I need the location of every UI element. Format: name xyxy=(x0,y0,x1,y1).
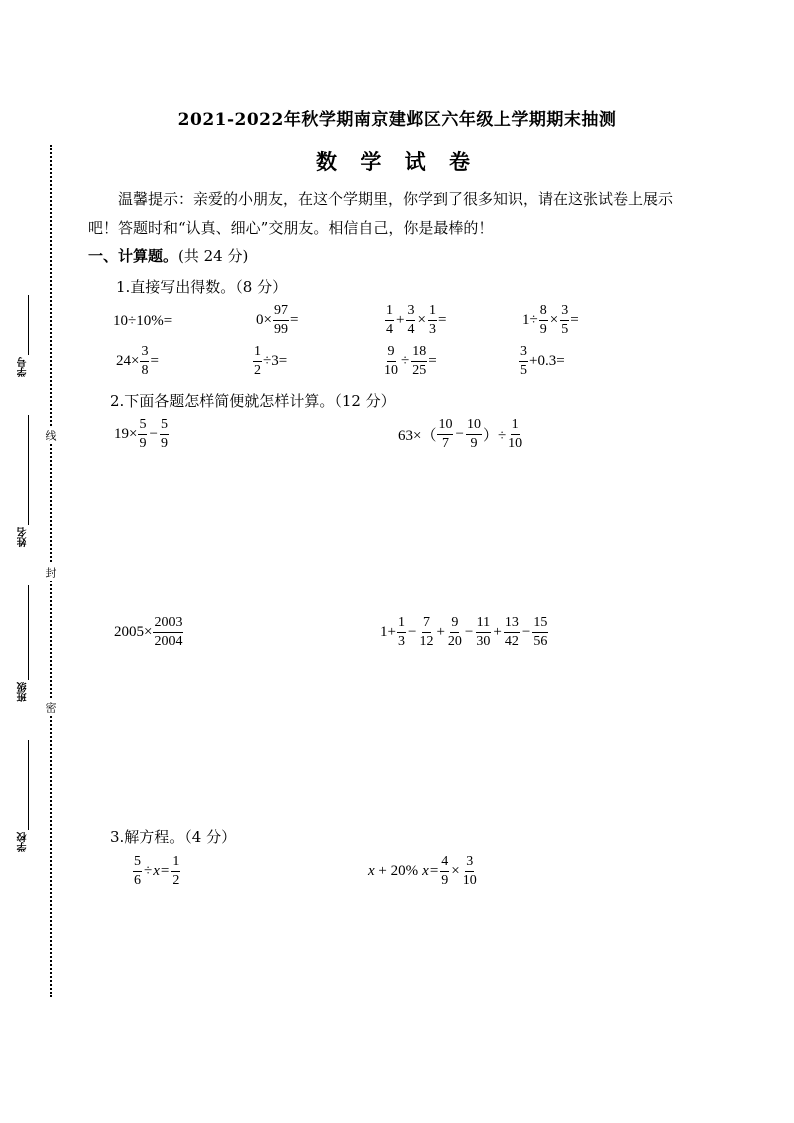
q1-f-post: ÷3= xyxy=(263,352,288,369)
denominator: 99 xyxy=(273,321,288,337)
fraction xyxy=(428,304,437,337)
school-field-line[interactable] xyxy=(28,740,29,830)
q1-item-f xyxy=(252,343,287,379)
fraction xyxy=(466,418,482,451)
fraction xyxy=(539,304,548,337)
numerator: 3 xyxy=(519,345,528,362)
operator: − xyxy=(464,623,474,640)
q2-a-pre: 19× xyxy=(114,425,138,442)
variable-x: x xyxy=(153,862,160,879)
denominator: 9 xyxy=(539,321,547,337)
operator: − xyxy=(521,623,531,640)
denominator: 9 xyxy=(441,872,449,888)
denominator: 10 xyxy=(462,872,477,888)
operator: − xyxy=(149,425,158,442)
q1-label: 1.直接写出得数。（8 分） xyxy=(116,278,288,296)
numerator: 1 xyxy=(397,616,406,633)
numerator: 3 xyxy=(465,855,474,872)
class-field-line[interactable] xyxy=(28,585,29,680)
q1-e-pre: 24× xyxy=(116,352,140,369)
school-label: 学校 xyxy=(18,832,29,852)
section-1-title: 一、计算题。 xyxy=(88,247,179,265)
q3-item-b xyxy=(368,852,479,890)
numerator: 9 xyxy=(450,616,459,633)
q2-item-c xyxy=(114,613,184,651)
fraction xyxy=(140,345,149,378)
seal-mark-seal: 封 xyxy=(44,563,58,581)
numerator: 1 xyxy=(428,304,437,321)
q2-item-a xyxy=(114,416,170,452)
q1-d-pre: 1÷ xyxy=(522,311,538,328)
numerator: 1 xyxy=(253,345,262,362)
fraction xyxy=(133,855,142,888)
equals-sign: = xyxy=(160,862,170,879)
numerator: 3 xyxy=(140,345,149,362)
equals-sign: = xyxy=(429,862,439,879)
q3-b-mid: + 20% xyxy=(374,862,419,879)
fraction xyxy=(397,616,406,649)
numerator: 2003 xyxy=(153,616,183,633)
numerator: 9 xyxy=(387,345,396,362)
name-field-line[interactable] xyxy=(28,415,29,525)
numerator: 11 xyxy=(476,616,491,633)
fraction xyxy=(519,345,528,378)
fraction xyxy=(437,418,453,451)
numerator: 10 xyxy=(466,418,482,435)
class-label: 班级 xyxy=(18,682,29,702)
exam-subtitle: 数 学 试 卷 xyxy=(316,149,478,174)
q2-item-d xyxy=(380,613,549,651)
denominator: 8 xyxy=(141,362,149,378)
denominator: 56 xyxy=(533,633,548,649)
fraction xyxy=(273,304,289,337)
section-1-score: (共 24 分) xyxy=(178,247,249,265)
denominator: 20 xyxy=(447,633,462,649)
denominator: 10 xyxy=(508,435,523,451)
denominator: 9 xyxy=(470,435,478,451)
denominator: 12 xyxy=(419,633,434,649)
operator: + xyxy=(493,623,502,640)
fraction xyxy=(385,304,394,337)
numerator: 7 xyxy=(422,616,431,633)
numerator: 4 xyxy=(440,855,449,872)
student-id-label: 学号 xyxy=(18,357,29,377)
numerator: 5 xyxy=(133,855,142,872)
fraction xyxy=(447,616,463,649)
fraction xyxy=(440,855,449,888)
denominator: 42 xyxy=(504,633,519,649)
q1-b-pre: 0× xyxy=(256,311,272,328)
operator: × xyxy=(451,862,460,879)
q2-label: 2.下面各题怎样简便就怎样计算。（12 分） xyxy=(110,392,396,410)
fraction xyxy=(462,855,478,888)
exam-title: 2021-2022年秋学期南京建邺区六年级上学期期末抽测 xyxy=(177,110,617,130)
fraction xyxy=(383,345,399,378)
q1-item-g xyxy=(382,343,437,379)
fraction xyxy=(532,616,548,649)
numerator: 97 xyxy=(273,304,289,321)
q1-c-post: = xyxy=(437,311,447,328)
denominator: 4 xyxy=(407,321,415,337)
seal-mark-close: 密 xyxy=(44,698,58,716)
denominator: 30 xyxy=(476,633,491,649)
denominator: 2 xyxy=(172,872,180,888)
denominator: 5 xyxy=(561,321,569,337)
operator: + xyxy=(436,623,445,640)
denominator: 3 xyxy=(397,633,405,649)
name-label: 姓名 xyxy=(18,527,29,547)
numerator: 15 xyxy=(532,616,548,633)
denominator: 25 xyxy=(412,362,427,378)
fraction xyxy=(507,418,523,451)
operator: × xyxy=(417,311,426,328)
seal-mark-line: 线 xyxy=(44,426,58,444)
q2-b-mid: ）÷ xyxy=(482,427,507,444)
q1-h-post: +0.3= xyxy=(529,352,565,369)
q1-item-e xyxy=(116,343,159,379)
q3-label: 3.解方程。（4 分） xyxy=(110,828,237,846)
numerator: 3 xyxy=(406,304,415,321)
fraction xyxy=(475,616,491,649)
operator: − xyxy=(455,425,464,442)
q1-item-d xyxy=(522,302,579,338)
operator: × xyxy=(549,311,559,328)
fraction xyxy=(406,304,415,337)
numerator: 13 xyxy=(504,616,520,633)
denominator: 6 xyxy=(134,872,141,888)
q1-item-b xyxy=(256,302,298,338)
variable-x: x xyxy=(422,862,429,879)
numerator: 5 xyxy=(138,418,147,435)
q1-item-c xyxy=(384,302,446,338)
q2-b-pre: 63×（ xyxy=(398,427,437,444)
q1-item-h xyxy=(518,343,565,379)
denominator: 10 xyxy=(384,362,398,378)
section-1-heading xyxy=(88,245,248,266)
numerator: 1 xyxy=(171,855,180,872)
denominator: 3 xyxy=(428,321,436,337)
fraction xyxy=(253,345,262,378)
variable-x: x xyxy=(368,862,375,879)
fraction xyxy=(411,345,427,378)
q2-item-b xyxy=(398,416,524,452)
fraction xyxy=(160,418,169,451)
student-id-field-line[interactable] xyxy=(28,295,29,355)
numerator: 8 xyxy=(539,304,548,321)
numerator: 1 xyxy=(385,304,394,321)
q1-d-post: = xyxy=(570,311,579,328)
denominator: 7 xyxy=(441,435,449,451)
denominator: 4 xyxy=(386,321,393,337)
fraction xyxy=(171,855,180,888)
operator: − xyxy=(407,623,417,640)
fraction xyxy=(560,304,569,337)
fraction xyxy=(153,616,183,649)
denominator: 2004 xyxy=(154,633,183,649)
operator: ÷ xyxy=(144,862,153,879)
numerator: 3 xyxy=(560,304,569,321)
q2-c-pre: 2005× xyxy=(114,623,153,640)
numerator: 5 xyxy=(160,418,169,435)
denominator: 9 xyxy=(160,435,168,451)
denominator: 2 xyxy=(254,362,261,378)
q1-a-text: 10÷10%= xyxy=(113,312,173,329)
q1-g-post: = xyxy=(428,352,437,369)
q1-b-post: = xyxy=(289,311,299,328)
tip-line-2: 吧！答题时和“认真、细心”交朋友。相信自己，你是最棒的！ xyxy=(88,219,494,237)
denominator: 9 xyxy=(139,435,147,451)
numerator: 10 xyxy=(437,418,453,435)
q1-e-post: = xyxy=(150,352,159,369)
q2-d-pre: 1+ xyxy=(380,623,396,640)
fraction xyxy=(138,418,147,451)
denominator: 5 xyxy=(520,362,527,378)
fraction xyxy=(418,616,434,649)
operator: ÷ xyxy=(401,352,410,369)
q3-item-a xyxy=(132,852,181,890)
numerator: 18 xyxy=(411,345,427,362)
fraction xyxy=(504,616,520,649)
operator: + xyxy=(396,311,405,328)
numerator: 1 xyxy=(511,418,520,435)
q1-item-a xyxy=(113,310,172,332)
tip-line-1: 温馨提示：亲爱的小朋友，在这个学期里，你学到了很多知识，请在这张试卷上展示 xyxy=(118,190,674,208)
